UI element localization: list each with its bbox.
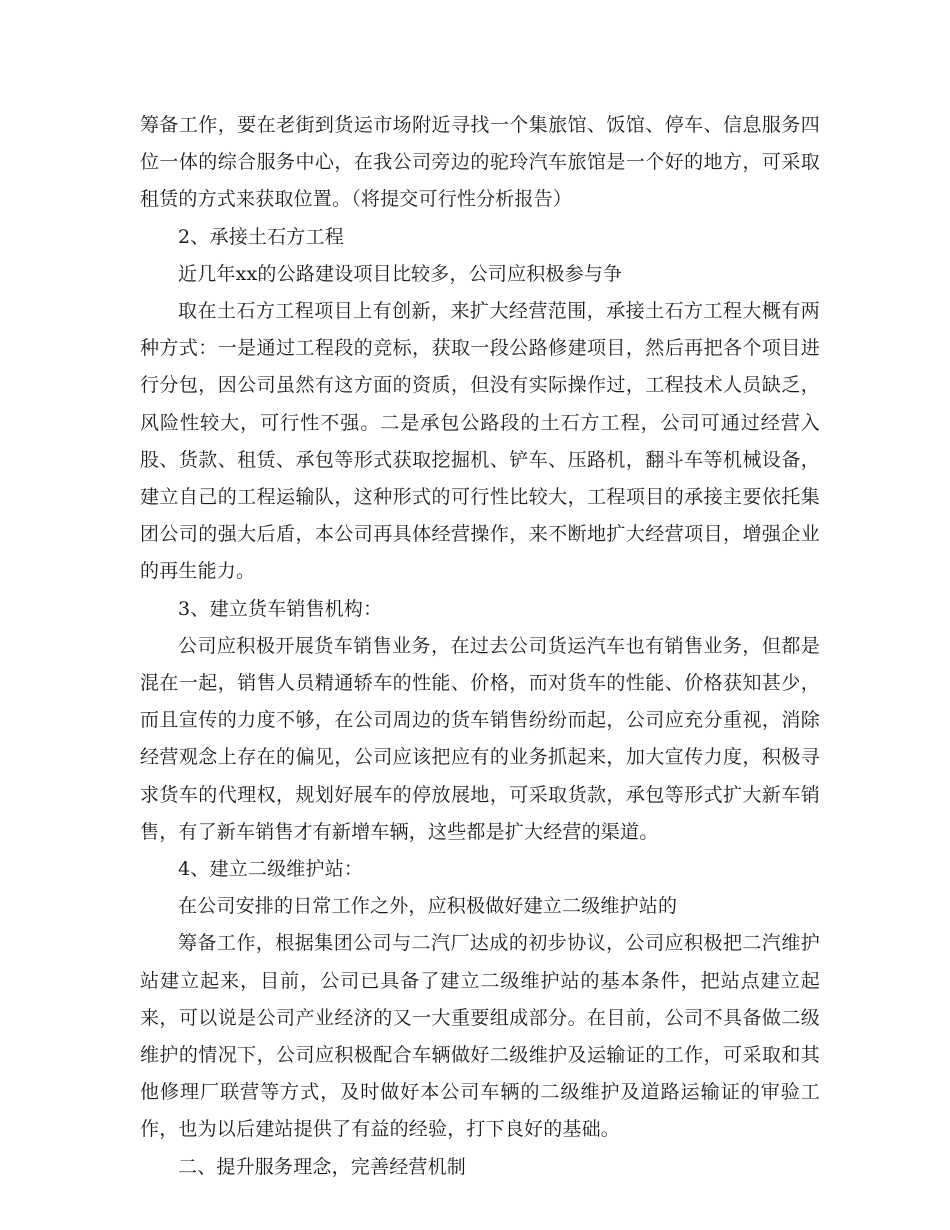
paragraph-6: 公司应积极开展货车销售业务，在过去公司货运汽车也有销售业务，但都是混在一起，销售人员精通轿车的性能、价格，而对货车的性能、价格获知甚少，而且宣传的力度不够，在公司周边的货车销售纷纷而起，公司应充分重视，消除经营观念上存在的偏见，公司应该把应有的业务抓起来，加大宣传力度，积极寻求货车的代理权，规划好展车的停放展地，可采取货款，承包等形式扩大新车销售，有了新车销售才有新增车辆，这些都是扩大经营的渠道。 <box>140 634 820 843</box>
document-body <box>140 107 820 1186</box>
paragraph-10: 二、提升服务理念，完善经营机制 <box>178 1155 467 1178</box>
paragraph-8: 在公司安排的日常工作之外，应积极做好建立二级维护站的 <box>178 895 678 918</box>
paragraph-3: 近几年xx的公路建设项目比较多，公司应积极参与争 <box>178 262 623 285</box>
paragraph-9: 筹备工作，根据集团公司与二汽厂达成的初步协议，公司应积极把二汽维护站建立起来，目前，公司已具备了建立二级维护站的基本条件，把站点建立起来，可以说是公司产业经济的又一大重要组成部分。在目前，公司不具备做二级维护的情况下，公司应积极配合车辆做好二级维护及运输证的工作，可采取和其他修理厂联营等方式，及时做好本公司车辆的二级维护及道路运输证的审验工作，也为以后建站提供了有益的经验，打下良好的基础。 <box>140 932 820 1141</box>
paragraph-7: 4、建立二级维护站： <box>178 858 364 881</box>
paragraph-5: 3、建立货车销售机构： <box>178 597 383 620</box>
paragraph-1: 筹备工作，要在老街到货运市场附近寻找一个集旅馆、饭馆、停车、信息服务四位一体的综合服务中心，在我公司旁边的驼玲汽车旅馆是一个好的地方，可采取租赁的方式来获取位置。（将提交可行性分析报告） <box>140 114 820 211</box>
paragraph-2: 2、承接土石方工程 <box>178 225 344 248</box>
paragraph-4: 取在土石方工程项目上有创新，来扩大经营范围，承接土石方工程大概有两种方式：一是通过工程段的竞标，获取一段公路修建项目，然后再把各个项目进行分包，因公司虽然有这方面的资质，但没有实际操作过，工程技术人员缺乏，风险性较大，可行性不强。二是承包公路段的土石方工程，公司可通过经营入股、货款、租赁、承包等形式获取挖掘机、铲车、压路机，翻斗车等机械设备，建立自己的工程运输队，这种形式的可行性比较大，工程项目的承接主要依托集团公司的强大后盾，本公司再具体经营操作，来不断地扩大经营项目，增强企业的再生能力。 <box>140 300 820 583</box>
